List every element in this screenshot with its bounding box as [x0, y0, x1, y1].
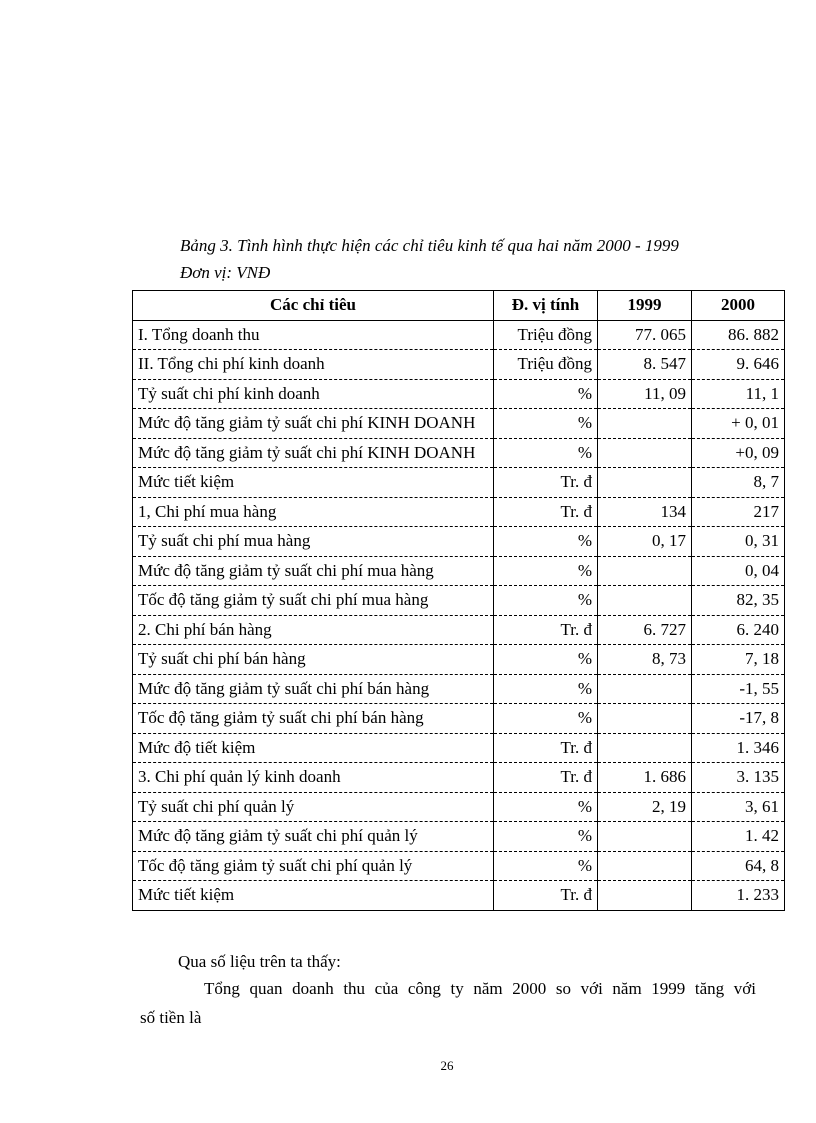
- economic-indicators-table: [132, 290, 785, 911]
- value-1999: [598, 881, 692, 911]
- value-1999: [598, 409, 692, 439]
- value-1999: [598, 468, 692, 498]
- indicator-name: 1, Chi phí mua hàng: [133, 497, 494, 527]
- value-1999: 0, 17: [598, 527, 692, 557]
- unit-cell: %: [494, 527, 598, 557]
- table-row: [133, 822, 785, 852]
- indicator-name: Tốc độ tăng giảm tỷ suất chi phí quản lý: [133, 851, 494, 881]
- unit-cell: %: [494, 704, 598, 734]
- indicator-name: II. Tổng chi phí kinh doanh: [133, 350, 494, 380]
- table-row: [133, 763, 785, 793]
- value-1999: [598, 822, 692, 852]
- value-1999: 1. 686: [598, 763, 692, 793]
- table-row: [133, 350, 785, 380]
- table-unit-note: Đơn vị: VNĐ: [180, 263, 271, 282]
- unit-cell: Tr. đ: [494, 615, 598, 645]
- indicator-name: Tỷ suất chi phí mua hàng: [133, 527, 494, 557]
- table-row: [133, 320, 785, 350]
- value-1999: [598, 586, 692, 616]
- table-row: [133, 379, 785, 409]
- unit-cell: %: [494, 379, 598, 409]
- value-2000: 7, 18: [692, 645, 785, 675]
- unit-cell: %: [494, 674, 598, 704]
- indicator-name: Mức độ tăng giảm tỷ suất chi phí KINH DOANH: [133, 438, 494, 468]
- value-2000: 6. 240: [692, 615, 785, 645]
- table-row: [133, 586, 785, 616]
- header-unit: Đ. vị tính: [494, 291, 598, 321]
- indicator-name: Mức tiết kiệm: [133, 468, 494, 498]
- unit-cell: Tr. đ: [494, 733, 598, 763]
- unit-cell: Tr. đ: [494, 763, 598, 793]
- value-1999: [598, 438, 692, 468]
- body-paragraph-line-1: Tổng quan doanh thu của công ty năm 2000 so với năm 1999 tăng với: [204, 979, 756, 998]
- indicator-name: Mức độ tiết kiệm: [133, 733, 494, 763]
- value-1999: 2, 19: [598, 792, 692, 822]
- value-1999: 11, 09: [598, 379, 692, 409]
- value-2000: 8, 7: [692, 468, 785, 498]
- unit-cell: %: [494, 645, 598, 675]
- value-1999: 8. 547: [598, 350, 692, 380]
- value-1999: 8, 73: [598, 645, 692, 675]
- table-row: [133, 615, 785, 645]
- value-1999: 6. 727: [598, 615, 692, 645]
- table-row: [133, 733, 785, 763]
- indicator-name: Tỷ suất chi phí bán hàng: [133, 645, 494, 675]
- unit-cell: Tr. đ: [494, 497, 598, 527]
- table-row: [133, 645, 785, 675]
- unit-cell: %: [494, 556, 598, 586]
- value-2000: 1. 42: [692, 822, 785, 852]
- header-indicators: Các chỉ tiêu: [133, 291, 494, 321]
- value-1999: [598, 851, 692, 881]
- value-1999: [598, 704, 692, 734]
- indicator-name: Mức độ tăng giảm tỷ suất chi phí quản lý: [133, 822, 494, 852]
- unit-cell: %: [494, 822, 598, 852]
- unit-cell: %: [494, 586, 598, 616]
- value-2000: 9. 646: [692, 350, 785, 380]
- table-row: [133, 409, 785, 439]
- page-number: 26: [440, 1058, 454, 1073]
- table-row: [133, 527, 785, 557]
- value-2000: 82, 35: [692, 586, 785, 616]
- table-row: [133, 881, 785, 911]
- value-2000: 11, 1: [692, 379, 785, 409]
- value-2000: + 0, 01: [692, 409, 785, 439]
- table-row: [133, 497, 785, 527]
- value-2000: 217: [692, 497, 785, 527]
- table-row: [133, 556, 785, 586]
- indicator-name: Tỷ suất chi phí quản lý: [133, 792, 494, 822]
- unit-cell: Tr. đ: [494, 881, 598, 911]
- value-2000: 0, 31: [692, 527, 785, 557]
- body-paragraph-line-2: số tiền là: [140, 1008, 202, 1027]
- indicator-name: Tốc độ tăng giảm tỷ suất chi phí bán hàng: [133, 704, 494, 734]
- unit-cell: Triệu đồng: [494, 350, 598, 380]
- table-row: [133, 851, 785, 881]
- unit-cell: %: [494, 409, 598, 439]
- indicator-name: I. Tổng doanh thu: [133, 320, 494, 350]
- header-1999: 1999: [598, 291, 692, 321]
- value-2000: 0, 04: [692, 556, 785, 586]
- indicator-name: 2. Chi phí bán hàng: [133, 615, 494, 645]
- table-row: [133, 438, 785, 468]
- unit-cell: %: [494, 792, 598, 822]
- indicator-name: 3. Chi phí quản lý kinh doanh: [133, 763, 494, 793]
- value-1999: 77. 065: [598, 320, 692, 350]
- unit-cell: Triệu đồng: [494, 320, 598, 350]
- table-row: [133, 704, 785, 734]
- value-2000: 1. 233: [692, 881, 785, 911]
- indicator-name: Mức độ tăng giảm tỷ suất chi phí mua hàng: [133, 556, 494, 586]
- table-row: [133, 792, 785, 822]
- value-2000: 1. 346: [692, 733, 785, 763]
- value-1999: [598, 733, 692, 763]
- unit-cell: Tr. đ: [494, 468, 598, 498]
- indicator-name: Mức độ tăng giảm tỷ suất chi phí bán hàng: [133, 674, 494, 704]
- unit-cell: %: [494, 438, 598, 468]
- value-2000: 3, 61: [692, 792, 785, 822]
- value-2000: +0, 09: [692, 438, 785, 468]
- table-row: [133, 674, 785, 704]
- value-2000: -17, 8: [692, 704, 785, 734]
- indicator-name: Tỷ suất chi phí kinh doanh: [133, 379, 494, 409]
- table-row: [133, 468, 785, 498]
- value-1999: [598, 674, 692, 704]
- value-1999: 134: [598, 497, 692, 527]
- value-2000: 86. 882: [692, 320, 785, 350]
- body-paragraph-intro: Qua số liệu trên ta thấy:: [178, 952, 341, 971]
- value-2000: 3. 135: [692, 763, 785, 793]
- indicator-name: Tốc độ tăng giảm tỷ suất chi phí mua hàng: [133, 586, 494, 616]
- table-header-row: [133, 291, 785, 321]
- value-1999: [598, 556, 692, 586]
- value-2000: 64, 8: [692, 851, 785, 881]
- unit-cell: %: [494, 851, 598, 881]
- indicator-name: Mức độ tăng giảm tỷ suất chi phí KINH DOANH: [133, 409, 494, 439]
- value-2000: -1, 55: [692, 674, 785, 704]
- table-caption: Bảng 3. Tình hình thực hiện các chỉ tiêu kinh tế qua hai năm 2000 - 1999: [180, 236, 679, 255]
- header-2000: 2000: [692, 291, 785, 321]
- indicator-name: Mức tiết kiệm: [133, 881, 494, 911]
